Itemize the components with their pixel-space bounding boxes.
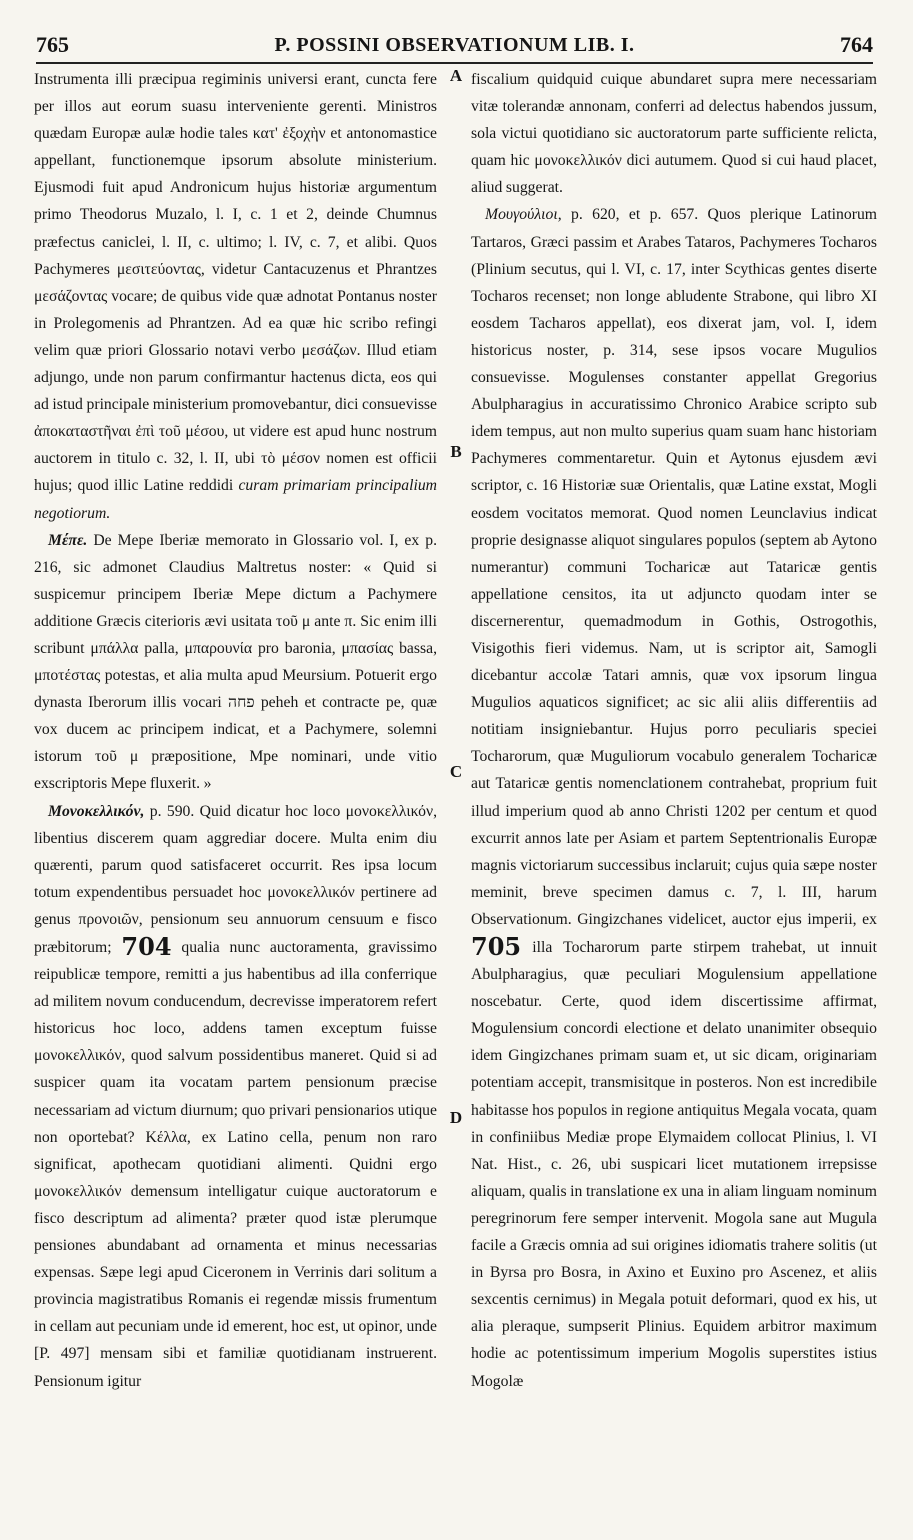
left-p1-text: Instrumenta illi præcipua regiminis universi erant, cuncta fere per illos aut eorum suasu interveniente gerenti. Ministros quædam Europæ aulæ hodie tales κατ' ἐξοχὴν et antonomastice appellant, functionemque ipsorum absolute ministerium. Ejusmodi fuit apud Andronicum hujus historiæ argumentum primo Theodorus Muzalo, l. I, c. 1 et 2, deinde Chumnus præfectus caniclei, l. II, c. ultimo; l. IV, c. 7, et alibi. Quos Pachymeres μεσιτεύοντας, videtur Cantacuzenus et Phrantzes μεσάζοντας vocare; de quibus vide quæ adnotat Pontanus noster in Prolegomenis ad Phrantzen. Ad ea quæ hic scribo refingi velim quæ priori Glossario notavi verbo μεσάζων. Illud etiam adjungo, unde non parum confirmantur hactenus dicta, eos qui ad istud principale ministerium promovebantur, dici consuevisse ἀποκαταστῆναι ἐπὶ τοῦ μέσου, ut videre est apud hunc nostrum auctorem in titulo c. 32, l. II, ubi τὸ μέσον nomen est officii hujus; quod illic Latine reddidi	[34, 71, 437, 495]
entry-mougoulioi-text: p. 620, et p. 657. Quos plerique Latinorum Tartaros, Græci passim et Arabes Tataros, Pachymeres Tocharos (Plinium secutus, qui l. VI, c. 17, inter Scythicas gentes diserte Tocharos recenset; non longe abludente Strabone, qui libro XI eosdem Tacharos appellat), eos dixerat jam, vol. I, idem historicus noster, p. 314, sese ipsos vocare Mugulios consuevisse. Mogulenses constanter appellat Gregorius Abulpharagius in accuratissimo Chronico Arabice scripto sub idem tempus, aut non multo superius quam suam hanc historiam Pachymeres commentaretur. Quin et Aytonus ejusdem ævi scriptor, c. 16 Historiæ suæ Orientalis, quæ Latine exstat, Mogli eosdem vocitatos memorat. Quod nomen Leunclavius indicat proprie designasse aliquot singulares populos (septem ab Aytono numerantur) communi Tocharicæ aut Tataricæ gentis appellatione censitos, ita ut adjuncto quodam inter se discernerentur, quemadmodum in Gothis, Ostrogothis, Visigothis fieri videmus. Nam, ut is scriptor ait, Samogli dicebantur accolæ Tatari amnis, quæ vox ipsorum lingua Mugulios aquaticos significet; ac sic alii aliis differentiis ad notitiam insigniebantur. Hujus porro peculiaris speciei Tocharorum, quæ Muguliorum vocabulo generalem Tocharicæ aut Tataricæ gentis nomenclationem contrahebat, proprium fuit illud imperium quod ab anno Christi 1202 per centum et quod excurrit annos late per Asiam et partem Septentrionalis Europæ magnis victoriarum successibus inclaruit; cujus quia sæpe noster meminit, breve specimen damus c. 7, l. III, harum Observationum. Gingizchanes videlicet, auctor ejus imperii, ex	[471, 206, 877, 928]
entry-monokellikon-head: Μονοκελλικόν,	[48, 802, 145, 820]
right-column	[471, 66, 877, 1395]
entry-mepe-text: De Mepe Iberiæ memorato in Glossario vol. I, ex p. 216, sic admonet Claudius Maltretus noster: « Quid si suspicemur principem Iberiæ Mepe dictum a Pachymere additione Græcis citerioris ævi usitata τοῦ μ ante π. Sic enim illi scribunt μπάλλα palla, μπαρουνία pro baronia, μπασίας bassa, μποτέστας potestas, et alia multa apud Meursium. Potuerit ergo dynasta Iberorum illis vocari פחה peheh et contracte pe, quæ vox ducem ac principem indicat, et a Pachymere, solemni istorum τοῦ μ præpositione, Mpe nominari, unde vitio exscriptoris Mepe fluxerit. »	[34, 531, 437, 793]
entry-mougoulioi	[471, 201, 877, 1394]
left-column	[34, 66, 437, 1395]
left-paragraph-1	[34, 66, 437, 527]
entry-monokellikon-text-a: p. 590. Quid dicatur hoc loco μονοκελλικόν, libentius discerem quam aggrediar docere. Multa enim diu quærenti, parum quod satisfaceret occurrit. Res ipsa locum totum expendentibus persuadet hoc μονοκελλικόν pertinere ad genus προνοιῶν, pensionum seu annuorum censuum e fisco præbitorum;	[34, 802, 437, 956]
right-paragraph-1: fiscalium quidquid cuique abundaret supra mere necessariam vitæ tolerandæ annonam, conferri ad delectus habendos jussum, sola victui quotidiano sic auctoratorum parte sufficiente relicta, quam hic μονοκελλικόν dici autumem. Quod si cui haud placet, aliud suggerat.	[471, 71, 877, 197]
entry-mougoulioi-text-b: illa Tocharorum parte stirpem trahebat, ut innuit Abulpharagius, quæ peculiari Mogulensium appellatione noscebatur. Certe, quod idem discertissime affirmat, Mogulensium concordi electione et delato unanimiter obsequio idem Gingizchanes primam suam et, ut sic dicam, originariam potentiam accepit, transmisitque in posteros. Non est incredibile habitasse hos populos in regione antiquitus Megala vocata, quam in confiniibus Mediæ prope Elymaidem collocat Plinius, l. VI Nat. Hist., c. 26, ubi suspicari licet mutationem irrepsisse aliquam, qualis in translatione ex una in aliam linguam nominum peregrinorum fere semper intervenit. Mogola sane aut Mugula facile a Græcis omnia ad sui origines idiomatis trahere solitis (ut in Byrsa pro Bosra, in Axino et Euxino pro Ascenez, et aliis sexcentis cernimus) in Megala potuit deformari, quod ex his, ut alia pleraque, sumpserit Plinius. Equidem arbitror maximum hodie ac potentissimum imperium Mogolis superstites istius Mogolæ	[471, 939, 877, 1390]
running-title: P. POSSINI OBSERVATIONUM LIB. I.	[274, 34, 635, 56]
entry-monokellikon	[34, 798, 437, 1395]
entry-mepe	[34, 527, 437, 798]
entry-mougoulioi-head: Μουγούλιοι,	[485, 206, 562, 224]
entry-mepe-head: Μέπε.	[48, 531, 88, 549]
page-number-right: 764	[840, 32, 873, 57]
left-p1-italic: curam primariam principalium negotiorum.	[34, 477, 438, 522]
margin-marker-d: D	[449, 1108, 463, 1127]
column-number-705: 705	[471, 932, 522, 961]
margin-marker-a: A	[449, 66, 463, 85]
entry-monokellikon-text-b: qualia nunc auctoramenta, gravissimo reipublicæ tempore, remitti a jus habentibus ad illa conferrique ad militem novum conducendum, decrevisse imperatorem refert historicus hoc loco, addens tamen exceptum fuisse μονοκελλικόν, quod salvum possidentibus maneret. Quid si ad suspicer quam ita vocatam partem pensionum præcise necessariam ad victum diurnum; quo privari pensionarios utique non oportebat? Κέλλα, ex Latino cella, penum non raro significat, apothecam quotidiani alimenti. Quidni ergo μονοκελλικόν demensum intelligatur cuique auctoratorum e fisco descriptum ad alimenta? præter quod istæ plerumque pensiones abundabant ad ornamenta et minus necessarias expensas. Sæpe legi apud Ciceronem in Verrinis dari solitum a provincia magistratibus Romanis ei regendæ missis frumentum in cellam aut pecuniam unde id emerent, hoc est, ut opinor, unde [P. 497] mensam sibi et familiæ quotidianam instruerent. Pensionum igitur	[34, 939, 437, 1390]
page-header	[36, 28, 873, 64]
margin-marker-b: B	[450, 442, 462, 461]
margin-marker-c: C	[449, 762, 463, 781]
page-number-left: 765	[36, 32, 69, 57]
column-number-704: 704	[121, 932, 172, 961]
